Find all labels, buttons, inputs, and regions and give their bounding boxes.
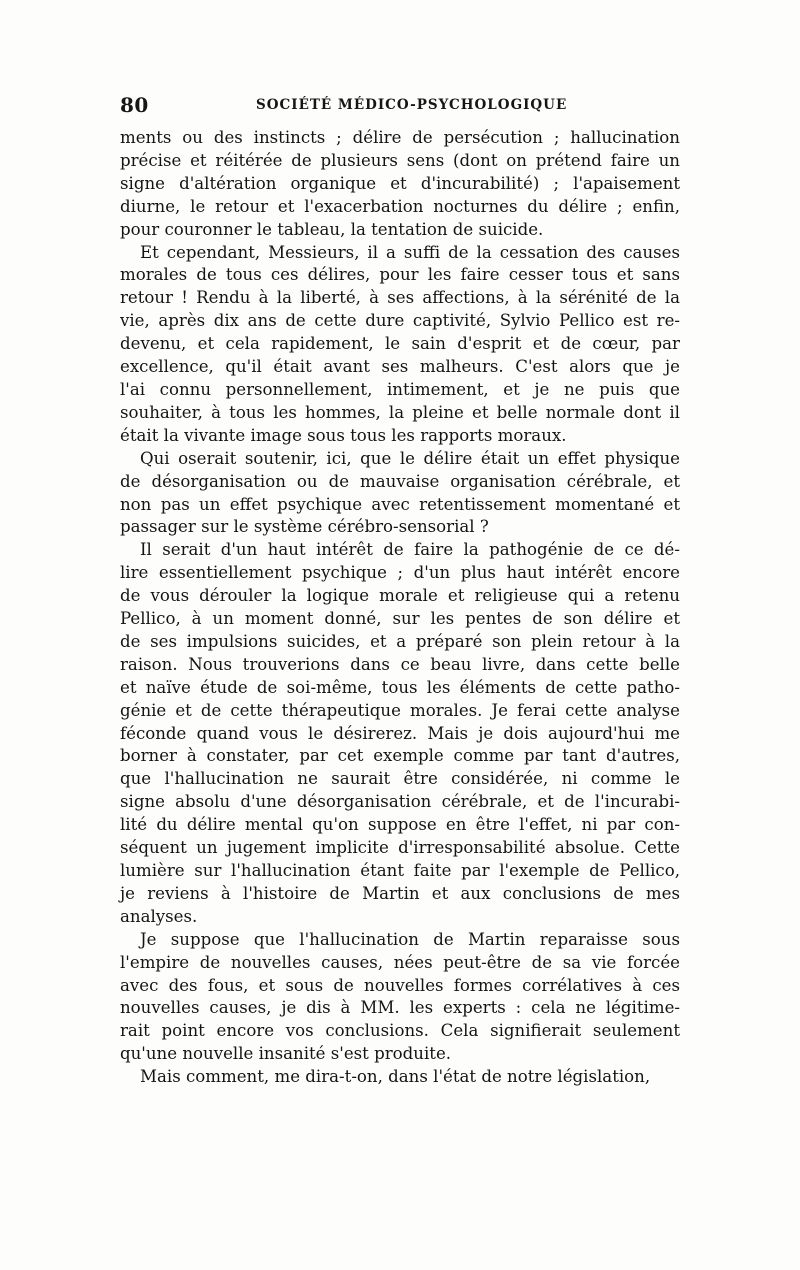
paragraph xyxy=(120,127,680,242)
text-line: souhaiter, à tous les hommes, la pleine et belle normale dont il xyxy=(120,402,680,422)
text-line: l'ai connu personnellement, intimement, et je ne puis que xyxy=(120,379,680,399)
text-line: signe absolu d'une désorganisation cérébrale, et de l'incurabi- xyxy=(120,792,680,812)
body-text xyxy=(120,127,680,1089)
text-line: morales de tous ces délires, pour les faire cesser tous et sans xyxy=(120,265,680,285)
text-line: Qui oserait soutenir, ici, que le délire était un effet physique xyxy=(140,448,680,468)
paragraph xyxy=(120,242,680,448)
text-line: rait point encore vos conclusions. Cela signifierait seulement xyxy=(120,1021,680,1041)
text-line: Il serait d'un haut intérêt de faire la pathogénie de ce dé- xyxy=(140,540,680,560)
text-line: vie, après dix ans de cette dure captivité, Sylvio Pellico est re- xyxy=(120,311,680,331)
text-line: devenu, et cela rapidement, le sain d'esprit et de cœur, par xyxy=(120,334,680,354)
text-line: et naïve étude de soi-même, tous les éléments de cette patho- xyxy=(120,677,680,697)
paragraph xyxy=(120,539,680,928)
text-line: analyses. xyxy=(120,906,198,926)
text-line: précise et réitérée de plusieurs sens (dont on prétend faire un xyxy=(120,150,680,170)
page-number: 80 xyxy=(120,93,149,117)
text-line: ments ou des instincts ; délire de persécution ; hallucination xyxy=(120,128,680,147)
text-line: Et cependant, Messieurs, il a suffi de la cessation des causes xyxy=(140,242,680,262)
text-line: Pellico, à un moment donné, sur les pentes de son délire et xyxy=(120,609,680,629)
text-line: pour couronner le tableau, la tentation de suicide. xyxy=(120,219,544,239)
text-line: de désorganisation ou de mauvaise organisation cérébrale, et xyxy=(120,471,680,491)
running-head xyxy=(120,93,680,117)
text-line: qu'une nouvelle insanité s'est produite. xyxy=(120,1044,452,1064)
text-line: retour ! Rendu à la liberté, à ses affections, à la sérénité de la xyxy=(120,288,680,308)
text-line: je reviens à l'histoire de Martin et aux conclusions de mes xyxy=(120,883,680,903)
text-line: Je suppose que l'hallucination de Martin reparaisse sous xyxy=(140,929,680,949)
text-line: de vous dérouler la logique morale et religieuse qui a retenu xyxy=(120,586,680,606)
text-line: diurne, le retour et l'exacerbation nocturnes du délire ; enfin, xyxy=(120,196,680,216)
paragraph xyxy=(120,448,680,540)
text-line: nouvelles causes, je dis à MM. les experts : cela ne légitime- xyxy=(120,998,680,1018)
text-line: passager sur le système cérébro-sensorial ? xyxy=(120,517,489,537)
text-line: génie et de cette thérapeutique morales. Je ferai cette analyse xyxy=(120,700,680,720)
paragraph xyxy=(120,1066,680,1089)
text-line: l'empire de nouvelles causes, nées peut-être de sa vie forcée xyxy=(120,952,680,972)
text-line: avec des fous, et sous de nouvelles formes corrélatives à ces xyxy=(120,975,680,995)
text-line: signe d'altération organique et d'incurabilité) ; l'apaisement xyxy=(120,173,680,193)
text-line: Mais comment, me dira-t-on, dans l'état de notre législation, xyxy=(140,1067,651,1087)
text-line: borner à constater, par cet exemple comme par tant d'autres, xyxy=(120,746,680,766)
text-line: excellence, qu'il était avant ses malheurs. C'est alors que je xyxy=(120,357,680,377)
text-line: raison. Nous trouverions dans ce beau livre, dans cette belle xyxy=(120,654,680,674)
text-line: non pas un effet psychique avec retentissement momentané et xyxy=(120,494,680,514)
text-line: lumière sur l'hallucination étant faite par l'exemple de Pellico, xyxy=(120,861,680,880)
text-line: lité du délire mental qu'on suppose en être l'effet, ni par con- xyxy=(120,815,680,835)
text-line: que l'hallucination ne saurait être considérée, ni comme le xyxy=(120,769,680,789)
text-line: était la vivante image sous tous les rapports moraux. xyxy=(120,425,567,445)
text-line: séquent un jugement implicite d'irresponsabilité absolue. Cette xyxy=(120,838,680,858)
text-line: de ses impulsions suicides, et a préparé son plein retour à la xyxy=(120,631,680,651)
text-line: lire essentiellement psychique ; d'un plus haut intérêt encore xyxy=(120,563,680,583)
text-line: féconde quand vous le désirerez. Mais je dois aujourd'hui me xyxy=(120,723,680,743)
paragraph xyxy=(120,929,680,1066)
journal-title: SOCIÉTÉ MÉDICO-PSYCHOLOGIQUE xyxy=(256,97,568,113)
